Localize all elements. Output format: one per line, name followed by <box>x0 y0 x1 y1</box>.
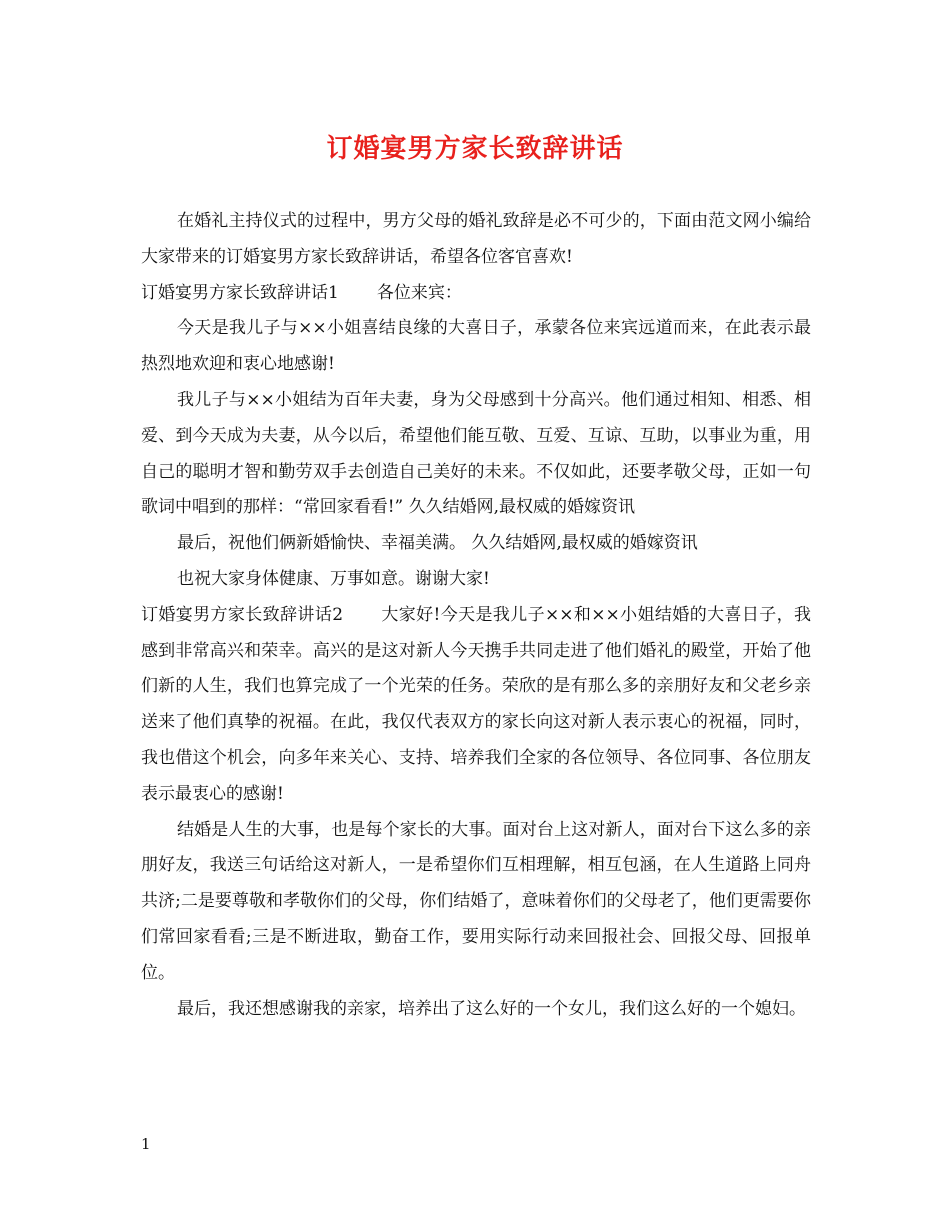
document-body <box>141 204 811 1027</box>
speech1-paragraph: 今天是我儿子与××小姐喜结良缘的大喜日子，承蒙各位来宾远道而来，在此表示最热烈地欢迎和衷心地感谢! <box>141 318 811 375</box>
speech1-paragraph: 我儿子与××小姐结为百年夫妻，身为父母感到十分高兴。他们通过相知、相悉、相爱、到今天成为夫妻，从今以后，希望他们能互敬、互爱、互谅、互助，以事业为重，用自己的聪明才智和勤劳双手去创造自己美好的未来。不仅如此，还要孝敬父母，正如一句歌词中唱到的那样：“常回家看看!” 久久结婚网,最权威的婚嫁资讯 <box>141 389 811 518</box>
speech1-paragraph: 最后，祝他们俩新婚愉快、幸福美满。 久久结婚网,最权威的婚嫁资讯 <box>177 533 698 554</box>
speech2-paragraph: 最后，我还想感谢我的亲家，培养出了这么好的一个女儿，我们这么好的一个媳妇。 <box>177 998 806 1019</box>
speech2-heading: 订婚宴男方家长致辞讲话2 <box>141 604 344 625</box>
speech1-greeting: 各位来宾： <box>376 282 462 303</box>
speech2-opening: 大家好!今天是我儿子××和××小姐结婚的大喜日子，我感到非常高兴和荣幸。高兴的是这对新人今天携手共同走进了他们婚礼的殿堂，开始了他们新的人生，我们也算完成了一个光荣的任务。荣欣的是有那么多的亲朋好友和父老乡亲送来了他们真挚的祝福。在此，我仅代表双方的家长向这对新人表示衷心的祝福，同时，我也借这个机会，向多年来关心、支持、培养我们全家的各位领导、各位同事、各位朋友表示最衷心的感谢! <box>141 604 811 804</box>
speech2-heading-line <box>141 598 811 813</box>
speech1-heading: 订婚宴男方家长致辞讲话1 <box>141 282 339 303</box>
speech1-paragraph: 也祝大家身体健康、万事如意。谢谢大家! <box>177 568 490 589</box>
document-title: 订婚宴男方家长致辞讲话 <box>326 134 624 164</box>
speech1-heading-line <box>141 276 811 312</box>
intro-paragraph: 在婚礼主持仪式的过程中，男方父母的婚礼致辞是必不可少的，下面由范文网小编给大家带来的订婚宴男方家长致辞讲话，希望各位客官喜欢! <box>141 211 811 267</box>
speech2-paragraph: 结婚是人生的大事，也是每个家长的大事。面对台上这对新人，面对台下这么多的亲朋好友，我送三句话给这对新人，一是希望你们互相理解，相互包涵，在人生道路上同舟共济;二是要尊敬和孝敬你们的父母，你们结婚了，意味着你们的父母老了，他们更需要你们常回家看看;三是不断进取，勤奋工作，要用实际行动来回报社会、回报父母、回报单位。 <box>141 819 811 983</box>
page-number: 1 <box>141 1135 151 1153</box>
